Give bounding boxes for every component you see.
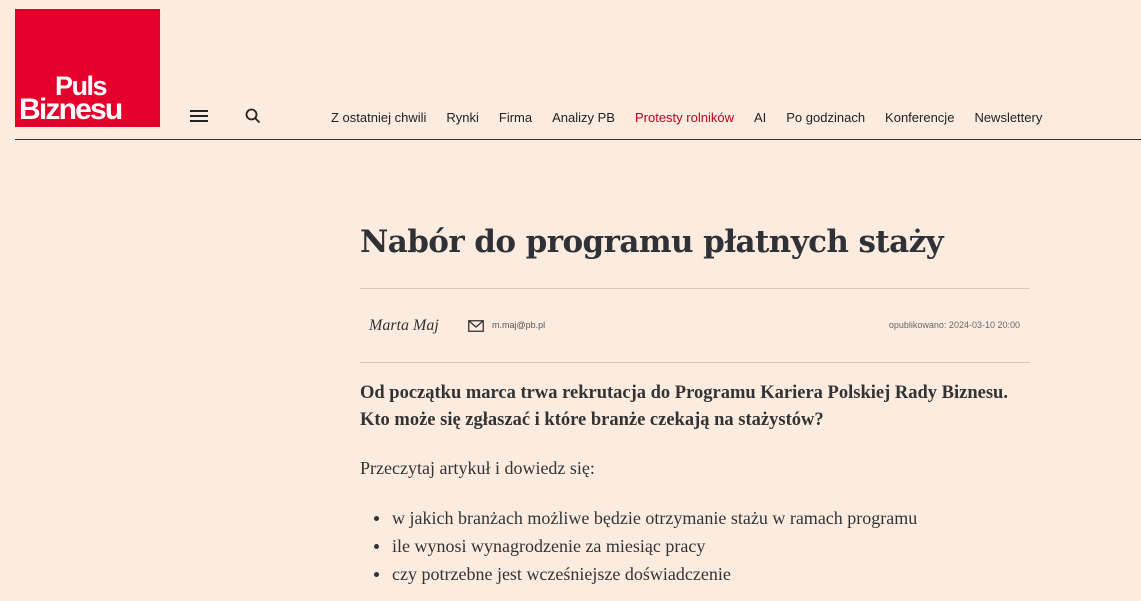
bullet-text: ile wynosi wynagrodzenie za miesiąc pracy [392, 536, 706, 556]
logo-text-puls: Puls [55, 71, 107, 101]
envelope-icon[interactable] [468, 319, 484, 331]
bullet-text: czy potrzebne jest wcześniejsze doświadczenie [392, 564, 731, 584]
list-item [360, 560, 917, 588]
logo-text-biznesu: Biznesu [19, 93, 122, 126]
nav-item-protesty-rolnikow[interactable]: Protesty rolników [634, 109, 734, 125]
nav-item-ai[interactable]: AI [753, 109, 767, 125]
article-meta [360, 288, 1030, 363]
bullet-text: w jakich branżach możliwe będzie otrzymanie stażu w ramach programu [392, 508, 918, 528]
nav-item-konferencje[interactable]: Konferencje [885, 109, 955, 125]
publication-date: opublikowano: 2024-03-10 20:00 [888, 320, 1020, 330]
main-navigation [331, 107, 1042, 127]
nav-item-analizy-pb[interactable]: Analizy PB [552, 109, 615, 125]
search-icon[interactable] [241, 104, 265, 128]
list-item [360, 504, 917, 532]
bullet-icon [374, 516, 379, 521]
site-logo[interactable] [15, 9, 160, 127]
list-item [360, 532, 917, 560]
nav-item-firma[interactable]: Firma [498, 109, 533, 125]
article-title: Nabór do programu płatnych staży [360, 224, 943, 260]
nav-item-z-ostatniej-chwili[interactable]: Z ostatniej chwili [331, 109, 427, 125]
nav-item-newslettery[interactable]: Newslettery [974, 109, 1043, 125]
author-email[interactable]: m.maj@pb.pl [492, 320, 546, 330]
article [360, 220, 1030, 584]
author-name[interactable]: Marta Maj [369, 317, 439, 334]
bullet-icon [374, 544, 379, 549]
nav-item-rynki[interactable]: Rynki [446, 109, 479, 125]
article-lead: Od początku marca trwa rekrutacja do Programu Kariera Polskiej Rady Biznesu. Kto może się zgłaszać i które branże czekają na stażystów? [360, 383, 1008, 430]
hamburger-menu-icon[interactable] [186, 104, 212, 128]
nav-item-po-godzinach[interactable]: Po godzinach [786, 109, 866, 125]
bullet-icon [374, 572, 379, 577]
article-bullet-list [360, 504, 917, 588]
article-intro: Przeczytaj artykuł i dowiedz się: [360, 458, 595, 478]
header-divider [15, 139, 1141, 140]
site-header [0, 0, 1141, 141]
